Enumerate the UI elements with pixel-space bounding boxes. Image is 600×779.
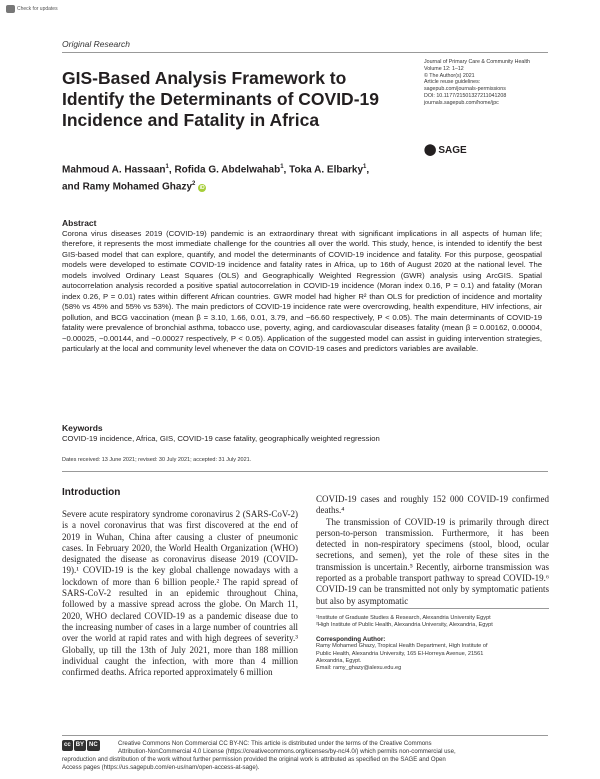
introduction-paragraph: Severe acute respiratory syndrome coronavirus 2 (SARS-CoV-2) is a novel coronavirus that was first discovered at the end of 2019 in Wuhan, China after causing a cluster of pneumonic cases. In February 2020, the World Health Organization (WHO) designated the disease as coronavirus disease 2019 (COVID-19).¹ COVID-19 is the key global challenge nowadays with a lockdown of more than 6 billion people.² The rapid spread of SARS-CoV-2 resulted in an epidemic throughout China, followed by a massive spread across the globe. On March 11, 2020, WHO declared COVID-19 as a pandemic disease due to the increasing number of cases in a large number of countries all over the world at rapid rates and with high degrees of severity.³ Globally, up till the 13th of July 2021, more than 188 million individual caught the infection, with more than 4 million confirmed deaths. Africa reported approximately 6 million xyxy=(62,509,298,678)
check-updates-label: Check for updates xyxy=(17,6,58,12)
body-column-left xyxy=(62,487,298,678)
article-title: GIS-Based Analysis Framework to Identify the Determinants of COVID-19 Incidence and Fatality in Africa xyxy=(62,68,379,130)
section-label: Original Research xyxy=(62,39,131,49)
transmission-paragraph: The transmission of COVID-19 is primarily through direct person-to-person transmission. Furthermore, it has been detected in non-respiratory specimens (stool, blood, ocular secretions, and semen), yet the role of these sites in the transmission is uncertain.⁵ Recently, airborne transmission was reported as a probable transport pathway to spread COVID-19.⁶ COVID-19 can be transmitted not only by symptomatic patients but also by asymptomatic xyxy=(316,516,549,606)
top-rule xyxy=(62,52,548,53)
keywords-heading: Keywords xyxy=(62,423,103,433)
nc-badge: NC xyxy=(87,740,100,751)
keywords-section xyxy=(62,423,542,444)
abstract-heading: Abstract xyxy=(62,218,97,228)
license-line: Creative Commons Non Commercial CC BY-NC: This article is distributed under the terms of the Creative Commons xyxy=(118,740,432,747)
corresponding-heading: Corresponding Author: xyxy=(316,636,386,643)
author-name: Ramy Mohamed Ghazy xyxy=(82,181,193,193)
author-affil-sup: 1 xyxy=(165,164,169,170)
introduction-paragraph-cont: COVID-19 cases and roughly 152 000 COVID-19 confirmed deaths.⁴ xyxy=(316,494,549,516)
permissions-link[interactable]: sagepub.com/journals-permissions xyxy=(424,86,506,93)
article-dates: Dates received: 13 June 2021; revised: 30 July 2021; accepted: 31 July 2021. xyxy=(62,457,252,463)
journal-volume: Volume 12: 1–12 xyxy=(424,65,464,72)
author-list: Mahmoud A. Hassaan$^1$, Rofida G. Abdelwahab$^1$, Toka A. Elbarky$^1$, and Ramy Mohamed Ghazy$^2$ iD xyxy=(62,164,370,193)
corresponding-line: Ramy Mohamed Ghazy, Tropical Health Department, High Institute of xyxy=(316,643,488,650)
footnote-rule xyxy=(316,608,549,609)
sage-logo-text: SAGE xyxy=(438,145,467,156)
affiliation-2: ²High Institute of Public Health, Alexandria University, Alexandria, Egypt xyxy=(316,622,493,628)
affiliations xyxy=(316,615,550,629)
corresponding-line: Public Health, Alexandria University, 165 El-Horreya Avenue, 21561 xyxy=(316,650,484,657)
cc-badge: cc xyxy=(62,740,73,751)
corresponding-line: Alexandria, Egypt. xyxy=(316,657,362,664)
author-name: Rofida G. Abdelwahab xyxy=(174,164,281,176)
keywords-text: COVID-19 incidence, Africa, GIS, COVID-19 case fatality, geographically weighted regression xyxy=(62,434,380,443)
license-line: Access pages (https://us.sagepub.com/en-us/nam/open-access-at-sage). xyxy=(62,764,260,772)
license-line: Attribution-NonCommercial 4.0 License (https://creativecommons.org/licenses/by-nc/4.0/) which permits non-commercial use, xyxy=(118,748,456,756)
journal-name: Journal of Primary Care & Community Health xyxy=(424,59,530,65)
abstract-text: Corona virus diseases 2019 (COVID-19) pandemic is an extraordinary threat with significant implications in all aspects of human life; therefore, it represents the most immediate challenge for the countries all over the world. This study, hence, is intended to identify the best GIS-based model that can explore, quantify, and model the determinants of COVID-19 incidence and fatality. For this purpose, geospatial models were developed to estimate COVID-19 incidence and fatality rates in Africa, up to 16th of August 2020 at the national level. The models involved Ordinary Least Squares (OLS) and Geographically Weighted Regression (GWR) analysis using ArcGIS. Spatial autocorrelation analysis recorded a positive spatial autocorrelation in COVID-19 incidence (Moran index 0.16, P = 0.1) and fatality (Moran index 0.26, P = 0.01) rates within different African countries. GWR model had higher R² than OLS for prediction of incidence and mortality (58% vs 45% and 55% vs 53%). The main predictors of COVID-19 incidence rate were overcrowding, health expenditure, HIV infections, air pollution, and BCG vaccination (mean β = 3.10, 1.66, 0.01, 3.79, and −66.60 respectively, P < 0.05). The main determinants of COVID-19 fatality were prevalence of bronchial asthma, tobacco use, poverty, aging, and cardiovascular diseases fatality (mean β = 0.00162, 0.00004, −0.00025, −0.00144, and −0.00027 respectively, P < 0.05). Application of the suggested model can assist in guiding intervention strategies, particularly at the local and community level whenever the data on COVID-19 cases and predictors variables are available. xyxy=(62,229,542,353)
corresponding-author xyxy=(316,636,550,672)
author-name: Mahmoud A. Hassaan xyxy=(62,164,166,176)
author-name: Toka A. Elbarky xyxy=(289,164,364,176)
author-affil-sup: 1 xyxy=(363,164,367,170)
update-icon xyxy=(6,5,15,13)
journal-home-link[interactable]: journals.sagepub.com/home/jpc xyxy=(424,99,499,106)
sage-logo xyxy=(424,145,467,156)
abstract-section xyxy=(62,218,542,354)
copyright: © The Author(s) 2021 xyxy=(424,72,475,79)
license-text xyxy=(62,740,548,772)
journal-metadata xyxy=(424,59,564,107)
sage-mark-icon: ⬤ xyxy=(424,144,437,156)
author-affil-sup: 1 xyxy=(280,164,284,170)
by-badge: BY xyxy=(74,740,86,751)
reuse-guidelines: Article reuse guidelines: xyxy=(424,79,481,86)
doi[interactable]: DOI: 10.1177/21501327211041208 xyxy=(424,92,507,99)
author-affil-sup: 2 xyxy=(192,181,196,188)
body-column-right xyxy=(316,494,549,607)
middle-rule xyxy=(62,471,548,472)
corresponding-email[interactable]: Email: ramy_ghazy@alexu.edu.eg xyxy=(316,665,402,672)
bottom-rule xyxy=(62,735,548,736)
affiliation-1: ¹Institute of Graduate Studies & Research, Alexandria University Egypt xyxy=(316,615,491,621)
license-line: reproduction and distribution of the work without further permission provided the original work is attributed as specified on the SAGE and Open xyxy=(62,756,446,764)
introduction-heading: Introduction xyxy=(62,487,121,498)
orcid-icon[interactable]: iD xyxy=(199,184,205,191)
check-for-updates-badge[interactable] xyxy=(6,5,58,13)
